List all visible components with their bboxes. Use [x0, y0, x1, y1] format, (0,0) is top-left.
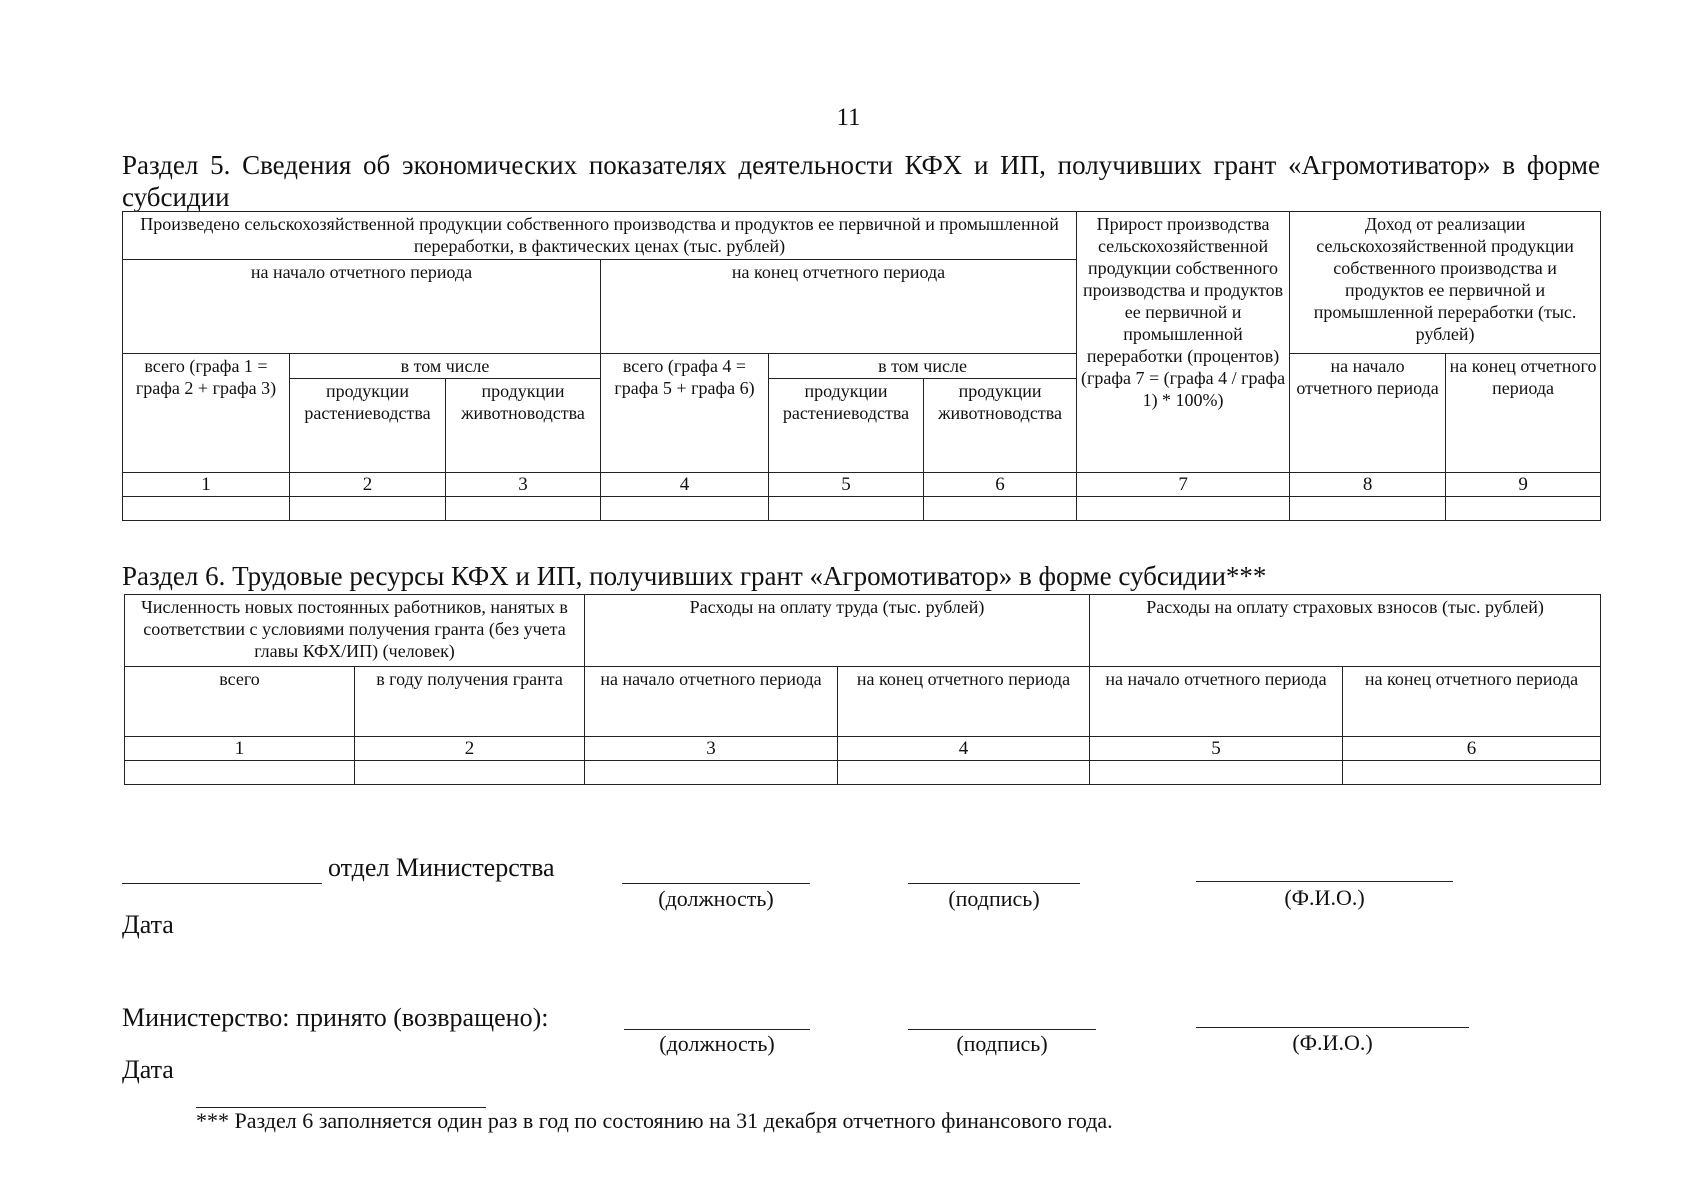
- col-number-6: 6: [924, 473, 1077, 497]
- data-cell[interactable]: [1077, 497, 1290, 521]
- data-cell[interactable]: [838, 761, 1090, 785]
- col-number-2: 2: [355, 737, 585, 761]
- col-number-8: 8: [1290, 473, 1446, 497]
- col-number-7: 7: [1077, 473, 1290, 497]
- col-number-2: 2: [290, 473, 446, 497]
- header-livestock-1: продукции животноводства: [446, 379, 601, 473]
- ministry-label: Министерство: принято (возвращено):: [122, 1003, 549, 1032]
- header-insurance-end: на конец отчетного периода: [1343, 667, 1601, 737]
- signature-caption-2: (подпись): [956, 1031, 1048, 1056]
- header-period-start: на начало отчетного периода: [123, 260, 601, 354]
- department-label: отдел Министерства: [328, 853, 555, 882]
- col-number-5: 5: [1090, 737, 1343, 761]
- signature-line[interactable]: [908, 883, 1080, 884]
- header-crop-2: продукции растениеводства: [769, 379, 924, 473]
- data-cell[interactable]: [1290, 497, 1446, 521]
- col-number-4: 4: [601, 473, 769, 497]
- data-cell[interactable]: [585, 761, 838, 785]
- col-number-1: 1: [123, 473, 290, 497]
- data-cell[interactable]: [1446, 497, 1601, 521]
- data-cell[interactable]: [446, 497, 601, 521]
- data-cell[interactable]: [290, 497, 446, 521]
- header-livestock-2: продукции животноводства: [924, 379, 1077, 473]
- header-period-end: на конец отчетного периода: [601, 260, 1077, 354]
- header-new-workers: Численность новых постоянных работников, нанятых в соответствии с условиями получения гранта (без учета главы КФХ/ИП) (человек): [125, 595, 585, 667]
- section5-title: Раздел 5. Сведения об экономических показателях деятельности КФХ и ИП, получивших грант «Агромотиватор» в форме субсидии: [122, 150, 1600, 212]
- position-line-2[interactable]: [624, 1029, 810, 1030]
- header-wage-costs: Расходы на оплату труда (тыс. рублей): [585, 595, 1090, 667]
- col-number-1: 1: [125, 737, 355, 761]
- col-number-6: 6: [1343, 737, 1601, 761]
- fio-line[interactable]: [1196, 881, 1453, 882]
- col-number-9: 9: [1446, 473, 1601, 497]
- data-cell[interactable]: [355, 761, 585, 785]
- header-income: Доход от реализации сельскохозяйственной продукции собственного производства и продуктов ее первичной и промышленной переработки (тыс. рублей): [1290, 212, 1601, 354]
- data-cell[interactable]: [769, 497, 924, 521]
- data-cell[interactable]: [1343, 761, 1601, 785]
- page-number: 11: [836, 104, 861, 131]
- section6-table: [124, 594, 1601, 785]
- header-income-end: на конец отчетного периода: [1446, 354, 1601, 473]
- header-wage-end: на конец отчетного периода: [838, 667, 1090, 737]
- col-number-3: 3: [446, 473, 601, 497]
- position-line[interactable]: [622, 883, 810, 884]
- header-income-start: на начало отчетного периода: [1290, 354, 1446, 473]
- header-including-1: в том числе: [290, 354, 601, 379]
- fio-caption: (Ф.И.О.): [1284, 885, 1365, 910]
- header-total-col1: всего (графа 1 = графа 2 + графа 3): [123, 354, 290, 473]
- col-number-3: 3: [585, 737, 838, 761]
- signature-caption: (подпись): [948, 886, 1040, 911]
- data-cell[interactable]: [125, 761, 355, 785]
- fio-caption-2: (Ф.И.О.): [1292, 1030, 1373, 1055]
- date-label-2: Дата: [122, 1055, 174, 1084]
- header-workers-total: всего: [125, 667, 355, 737]
- header-insurance-costs: Расходы на оплату страховых взносов (тыс. рублей): [1090, 595, 1601, 667]
- data-cell[interactable]: [123, 497, 290, 521]
- department-blank-line[interactable]: [122, 883, 322, 884]
- header-workers-grant-year: в году получения гранта: [355, 667, 585, 737]
- data-cell[interactable]: [924, 497, 1077, 521]
- col-number-4: 4: [838, 737, 1090, 761]
- position-caption: (должность): [658, 886, 774, 911]
- col-number-5: 5: [769, 473, 924, 497]
- date-label: Дата: [122, 910, 174, 939]
- section6-title: Раздел 6. Трудовые ресурсы КФХ и ИП, получивших грант «Агромотиватор» в форме субсидии***: [122, 561, 1267, 591]
- data-cell[interactable]: [601, 497, 769, 521]
- header-produced: Произведено сельскохозяйственной продукции собственного производства и продуктов ее первичной и промышленной переработки, в фактических ценах (тыс. рублей): [123, 212, 1077, 260]
- header-wage-start: на начало отчетного периода: [585, 667, 838, 737]
- header-crop-1: продукции растениеводства: [290, 379, 446, 473]
- header-growth: Прирост производства сельскохозяйственной продукции собственного производства и продуктов ее первичной и промышленной переработки (процентов) (графа 7 = (графа 4 / графа 1) * 100%): [1077, 212, 1290, 473]
- footnote: *** Раздел 6 заполняется один раз в год по состоянию на 31 декабря отчетного финансового года.: [196, 1108, 1113, 1133]
- header-including-2: в том числе: [769, 354, 1077, 379]
- header-insurance-start: на начало отчетного периода: [1090, 667, 1343, 737]
- fio-line-2[interactable]: [1196, 1027, 1469, 1028]
- data-cell[interactable]: [1090, 761, 1343, 785]
- signature-line-2[interactable]: [908, 1029, 1096, 1030]
- position-caption-2: (должность): [659, 1031, 775, 1056]
- header-total-col4: всего (графа 4 = графа 5 + графа 6): [601, 354, 769, 473]
- section5-table: [122, 211, 1601, 521]
